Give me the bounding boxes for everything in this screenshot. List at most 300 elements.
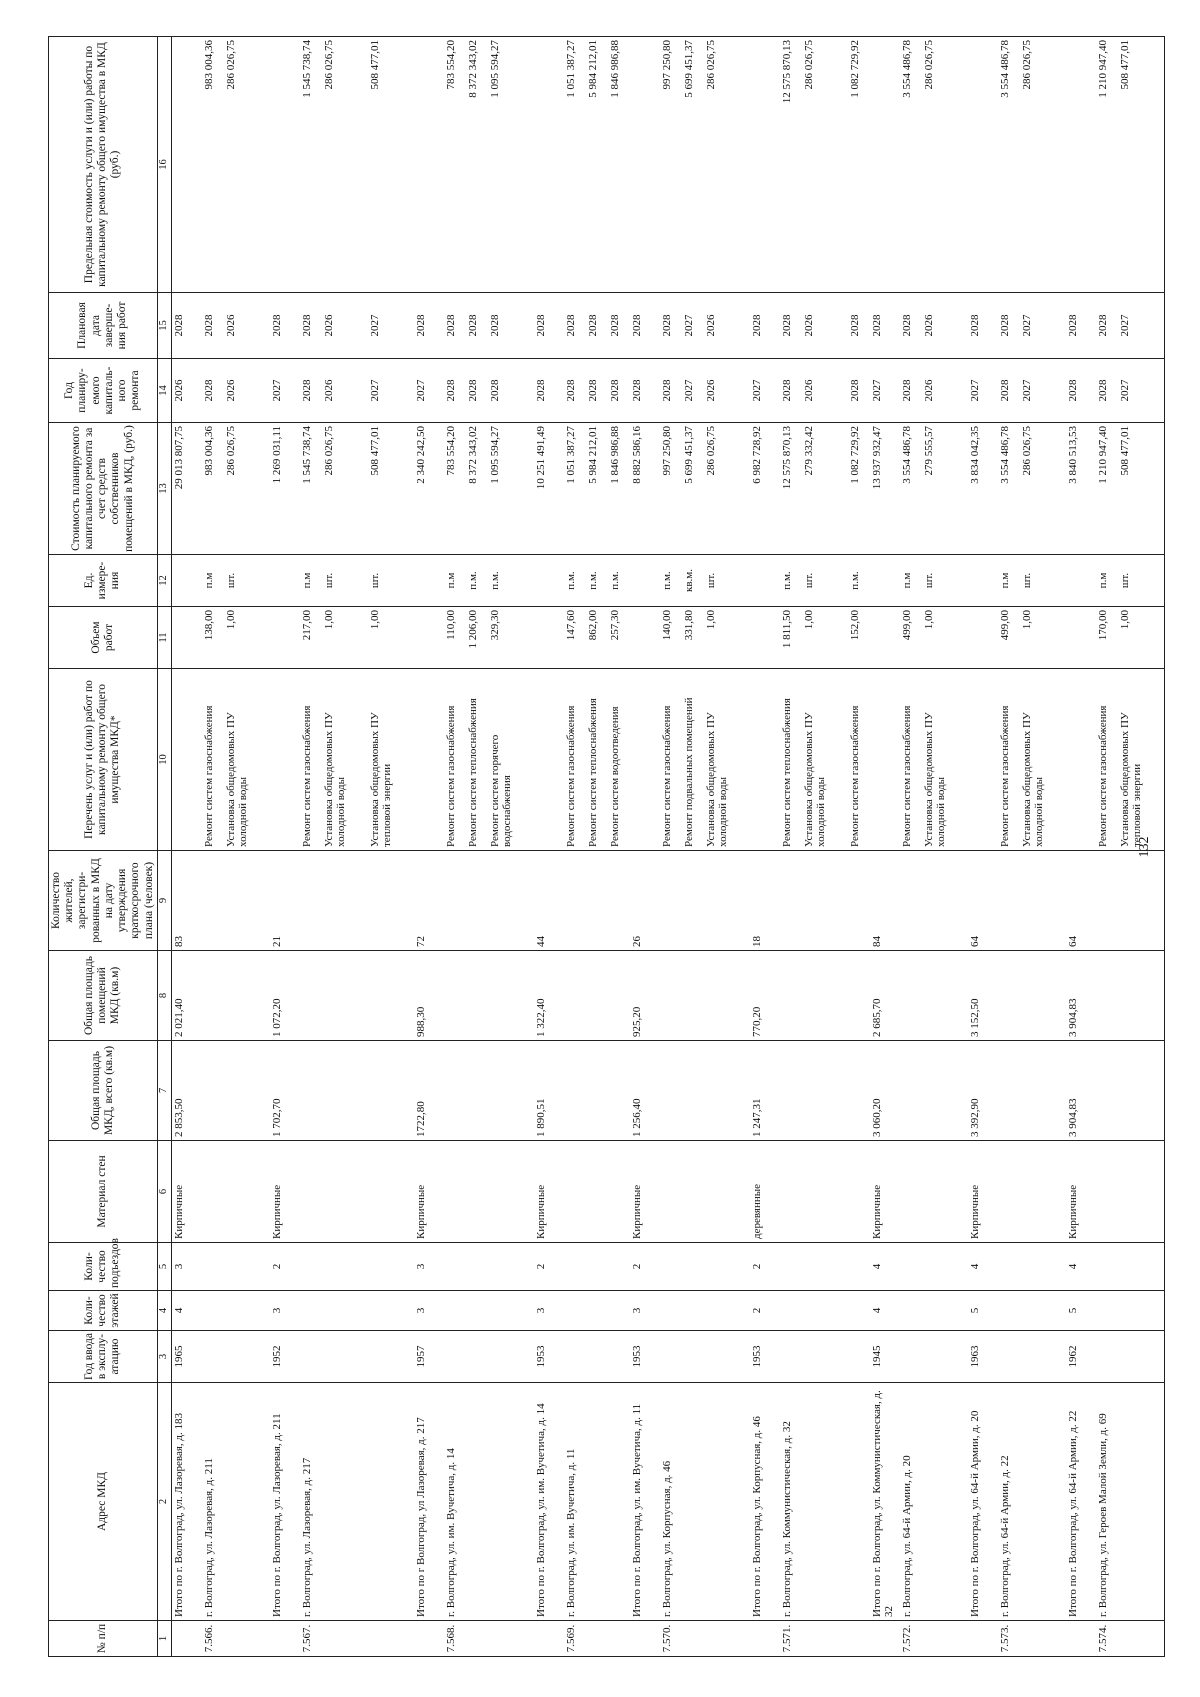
work-volume-cell [534,607,564,669]
work-type-cell [750,669,780,851]
address-cell: г. Волгоград, ул. им. Вучетича, д. 14 [444,1383,466,1621]
table-row [870,37,900,1657]
table-row [1020,37,1066,1657]
limit-cost-cell: 783 554,20 [444,37,466,293]
unit-cell: п.м [900,555,922,607]
residents-cell: 83 [171,851,202,951]
table-row [1096,37,1118,1657]
plan-year-cell: 2026 [704,359,750,423]
column-header: Перечень услуг и (или) работ по капитальному ремонту общего имущества МКД* [49,669,158,851]
work-volume-cell: 1 206,00 [466,607,488,669]
completion-year-cell: 2027 [1118,293,1165,359]
wall-material-cell [998,1141,1020,1243]
planned-cost-cell: 12 575 870,13 [780,423,802,555]
floors-cell [300,1291,322,1331]
limit-cost-cell: 1 095 594,27 [488,37,534,293]
column-number: 10 [157,669,171,851]
address-cell: Итого по г. Волгоград, ул. Лазоревая, д. 183 [171,1383,202,1621]
unit-cell: шт. [704,555,750,607]
address-cell [608,1383,630,1621]
planned-cost-cell: 997 250,80 [660,423,682,555]
plan-year-cell: 2028 [444,359,466,423]
row-number-cell [608,1621,630,1657]
premises-area-cell: 925,20 [630,951,660,1041]
wall-material-cell [1096,1141,1118,1243]
premises-area-cell [704,951,750,1041]
limit-cost-cell: 5 699 451,37 [682,37,704,293]
floors-cell [1020,1291,1066,1331]
address-cell: Итого по г. Волгоград, ул. им. Вучетича, д. 14 [534,1383,564,1621]
unit-cell: шт. [368,555,414,607]
premises-area-cell [300,951,322,1041]
plan-year-cell: 2028 [488,359,534,423]
floors-cell [488,1291,534,1331]
address-cell [368,1383,414,1621]
entrances-cell: 4 [870,1243,900,1291]
unit-cell [534,555,564,607]
limit-cost-cell: 286 026,75 [802,37,848,293]
work-type-cell: Ремонт систем газоснабжения [564,669,586,851]
total-area-cell [900,1041,922,1141]
limit-cost-cell [968,37,998,293]
premises-area-cell [564,951,586,1041]
address-cell: г. Волгоград, ул. им. Вучетича, д. 11 [564,1383,586,1621]
wall-material-cell [660,1141,682,1243]
row-number-cell [414,1621,444,1657]
year-built-cell: 1945 [870,1331,900,1383]
wall-material-cell: Кирпичные [630,1141,660,1243]
floors-cell: 4 [171,1291,202,1331]
row-number-cell: 7.567. [300,1621,322,1657]
column-header: Стоимость планируемого капитального ремонта за счет средств собственников помещений в МКД, (руб.) [49,423,158,555]
row-number-cell [586,1621,608,1657]
wall-material-cell [202,1141,224,1243]
premises-area-cell [1020,951,1066,1041]
premises-area-cell [802,951,848,1041]
work-volume-cell: 140,00 [660,607,682,669]
premises-area-cell [1096,951,1118,1041]
planned-cost-cell: 29 013 807,75 [171,423,202,555]
unit-cell [968,555,998,607]
planned-cost-cell: 5 699 451,37 [682,423,704,555]
completion-year-cell: 2028 [414,293,444,359]
premises-area-cell [322,951,368,1041]
limit-cost-cell: 3 554 486,78 [998,37,1020,293]
total-area-cell: 1 702,70 [270,1041,300,1141]
limit-cost-cell [534,37,564,293]
entrances-cell [224,1243,270,1291]
total-area-cell [488,1041,534,1141]
planned-cost-cell: 8 372 343,02 [466,423,488,555]
completion-year-cell: 2028 [202,293,224,359]
work-volume-cell: 1,00 [322,607,368,669]
column-header: Адрес МКД [49,1383,158,1621]
work-type-cell: Установка общедомовых ПУ холодной воды [802,669,848,851]
work-volume-cell: 1,00 [802,607,848,669]
plan-year-cell: 2028 [1066,359,1096,423]
floors-cell [224,1291,270,1331]
premises-area-cell: 2 021,40 [171,951,202,1041]
work-volume-cell [270,607,300,669]
address-cell [466,1383,488,1621]
completion-year-cell: 2028 [968,293,998,359]
row-number-cell [968,1621,998,1657]
column-number: 15 [157,293,171,359]
unit-cell [750,555,780,607]
entrances-cell [466,1243,488,1291]
work-volume-cell: 329,30 [488,607,534,669]
work-volume-cell: 499,00 [998,607,1020,669]
total-area-cell [224,1041,270,1141]
row-number-cell [270,1621,300,1657]
premises-area-cell [586,951,608,1041]
wall-material-cell [608,1141,630,1243]
wall-material-cell [1020,1141,1066,1243]
column-number: 1 [157,1621,171,1657]
work-volume-cell: 257,30 [608,607,630,669]
completion-year-cell: 2026 [224,293,270,359]
planned-cost-cell: 3 840 513,53 [1066,423,1096,555]
planned-cost-cell: 1 051 387,27 [564,423,586,555]
unit-cell [630,555,660,607]
work-volume-cell [630,607,660,669]
wall-material-cell: Кирпичные [968,1141,998,1243]
table-row [660,37,682,1657]
premises-area-cell: 1 072,20 [270,951,300,1041]
planned-cost-cell: 3 554 486,78 [998,423,1020,555]
total-area-cell: 3 904,83 [1066,1041,1096,1141]
work-type-cell: Ремонт систем газоснабжения [848,669,870,851]
limit-cost-cell [414,37,444,293]
total-area-cell [322,1041,368,1141]
floors-cell [900,1291,922,1331]
column-number: 9 [157,851,171,951]
plan-year-cell: 2027 [1118,359,1165,423]
entrances-cell [704,1243,750,1291]
work-volume-cell: 862,00 [586,607,608,669]
plan-year-cell: 2028 [300,359,322,423]
residents-cell: 72 [414,851,444,951]
planned-cost-cell: 1 082 729,92 [848,423,870,555]
work-type-cell: Ремонт систем газоснабжения [900,669,922,851]
column-header: Коли-чество этажей [49,1291,158,1331]
address-cell: Итого по г. Волгоград, ул. им. Вучетича, д. 11 [630,1383,660,1621]
wall-material-cell: деревянные [750,1141,780,1243]
limit-cost-cell [270,37,300,293]
premises-area-cell [202,951,224,1041]
total-area-cell [998,1041,1020,1141]
residents-cell: 18 [750,851,780,951]
wall-material-cell [848,1141,870,1243]
completion-year-cell: 2028 [608,293,630,359]
limit-cost-cell: 8 372 343,02 [466,37,488,293]
residents-cell [488,851,534,951]
planned-cost-cell: 1 846 986,88 [608,423,630,555]
wall-material-cell: Кирпичные [414,1141,444,1243]
column-header: Общая площадь помещений МКД (кв.м) [49,951,158,1041]
premises-area-cell [224,951,270,1041]
residents-cell [998,851,1020,951]
residents-cell [848,851,870,951]
entrances-cell [564,1243,586,1291]
entrances-cell [202,1243,224,1291]
table-row [368,37,414,1657]
planned-cost-cell: 13 937 932,47 [870,423,900,555]
floors-cell [608,1291,630,1331]
table-row [171,37,202,1657]
planned-cost-cell: 783 554,20 [444,423,466,555]
column-number: 5 [157,1243,171,1291]
completion-year-cell: 2028 [780,293,802,359]
address-cell: Итого по г Волгоград, ул Лазоревая, д. 217 [414,1383,444,1621]
table-row [998,37,1020,1657]
rotated-page [48,37,1176,1657]
planned-cost-cell: 8 882 586,16 [630,423,660,555]
premises-area-cell: 988,30 [414,951,444,1041]
row-number-cell [534,1621,564,1657]
plan-year-cell: 2027 [368,359,414,423]
year-built-cell [586,1331,608,1383]
work-volume-cell [870,607,900,669]
work-type-cell: Ремонт систем газоснабжения [1096,669,1118,851]
planned-cost-cell: 286 026,75 [1020,423,1066,555]
plan-year-cell: 2028 [998,359,1020,423]
floors-cell: 3 [630,1291,660,1331]
completion-year-cell: 2028 [534,293,564,359]
address-cell [586,1383,608,1621]
floors-cell [998,1291,1020,1331]
address-cell: г. Волгоград, ул. Лазоревая, д. 217 [300,1383,322,1621]
premises-area-cell [608,951,630,1041]
address-cell: Итого по г. Волгоград, ул. Лазоревая, д. 211 [270,1383,300,1621]
plan-year-cell: 2028 [564,359,586,423]
wall-material-cell [488,1141,534,1243]
plan-year-cell: 2028 [848,359,870,423]
plan-year-cell: 2028 [534,359,564,423]
total-area-cell: 2 853,50 [171,1041,202,1141]
completion-year-cell: 2028 [660,293,682,359]
completion-year-cell: 2028 [630,293,660,359]
completion-year-cell: 2028 [848,293,870,359]
year-built-cell [802,1331,848,1383]
address-cell [488,1383,534,1621]
limit-cost-cell: 508 477,01 [368,37,414,293]
table-row [922,37,968,1657]
premises-area-cell [848,951,870,1041]
unit-cell: шт. [322,555,368,607]
floors-cell [802,1291,848,1331]
column-number: 16 [157,37,171,293]
entrances-cell: 2 [534,1243,564,1291]
plan-year-cell: 2028 [586,359,608,423]
premises-area-cell: 3 152,50 [968,951,998,1041]
work-volume-cell [968,607,998,669]
year-built-cell [682,1331,704,1383]
column-header: Количество жителей, зарегистри-рованных в МКД на дату утверждения краткосрочного плана (человек) [49,851,158,951]
premises-area-cell [488,951,534,1041]
repair-plan-table [48,36,1165,1657]
year-built-cell [848,1331,870,1383]
entrances-cell [322,1243,368,1291]
table-row [848,37,870,1657]
work-volume-cell [1066,607,1096,669]
column-header: Материал стен [49,1141,158,1243]
entrances-cell [780,1243,802,1291]
year-built-cell [300,1331,322,1383]
entrances-cell [586,1243,608,1291]
wall-material-cell [780,1141,802,1243]
limit-cost-cell: 1 545 738,74 [300,37,322,293]
row-number-cell [682,1621,704,1657]
planned-cost-cell: 286 026,75 [224,423,270,555]
column-header: Предельная стоимость услуги и (или) работы по капитальному ремонту общего имущества в МКД (руб.) [49,37,158,293]
planned-cost-cell: 3 834 042,35 [968,423,998,555]
residents-cell: 21 [270,851,300,951]
wall-material-cell [802,1141,848,1243]
entrances-cell: 3 [171,1243,202,1291]
column-number: 11 [157,607,171,669]
column-header: Объем работ [49,607,158,669]
work-type-cell: Ремонт систем теплоснабжения [466,669,488,851]
entrances-cell [660,1243,682,1291]
completion-year-cell: 2028 [870,293,900,359]
residents-cell [802,851,848,951]
wall-material-cell: Кирпичные [171,1141,202,1243]
wall-material-cell [900,1141,922,1243]
table-row [704,37,750,1657]
column-header: Плановая дата заверше-ния работ [49,293,158,359]
floors-cell: 5 [968,1291,998,1331]
year-built-cell [922,1331,968,1383]
work-volume-cell: 1,00 [922,607,968,669]
limit-cost-cell: 286 026,75 [922,37,968,293]
plan-year-cell: 2028 [630,359,660,423]
total-area-cell: 1 256,40 [630,1041,660,1141]
row-number-cell [488,1621,534,1657]
unit-cell: п.м [300,555,322,607]
table-row [682,37,704,1657]
column-number: 2 [157,1383,171,1621]
completion-year-cell: 2028 [998,293,1020,359]
completion-year-cell: 2028 [466,293,488,359]
wall-material-cell: Кирпичные [1066,1141,1096,1243]
row-number-cell: 7.572. [900,1621,922,1657]
floors-cell [660,1291,682,1331]
unit-cell: шт. [802,555,848,607]
total-area-cell [704,1041,750,1141]
table-row [322,37,368,1657]
work-type-cell [171,669,202,851]
year-built-cell [1096,1331,1118,1383]
plan-year-cell: 2027 [270,359,300,423]
address-cell: г. Волгоград, ул. 64-й Армии, д. 20 [900,1383,922,1621]
unit-cell: п.м. [780,555,802,607]
work-volume-cell: 499,00 [900,607,922,669]
premises-area-cell [998,951,1020,1041]
table-row [488,37,534,1657]
floors-cell [444,1291,466,1331]
limit-cost-cell: 983 004,36 [202,37,224,293]
entrances-cell [848,1243,870,1291]
table-row [414,37,444,1657]
planned-cost-cell: 279 555,57 [922,423,968,555]
entrances-cell: 4 [968,1243,998,1291]
floors-cell: 4 [870,1291,900,1331]
entrances-cell [300,1243,322,1291]
row-number-cell: 7.573. [998,1621,1020,1657]
total-area-cell [300,1041,322,1141]
work-type-cell: Установка общедомовых ПУ холодной воды [1020,669,1066,851]
header-row [49,37,158,1657]
work-type-cell: Ремонт систем газоснабжения [300,669,322,851]
plan-year-cell: 2027 [682,359,704,423]
table-row [630,37,660,1657]
table-row [534,37,564,1657]
unit-cell [1066,555,1096,607]
residents-cell: 84 [870,851,900,951]
total-area-cell [1096,1041,1118,1141]
premises-area-cell [444,951,466,1041]
address-cell: г. Волгоград, ул. Лазоревая, д. 211 [202,1383,224,1621]
row-number-cell: 7.569. [564,1621,586,1657]
planned-cost-cell: 1 095 594,27 [488,423,534,555]
wall-material-cell [368,1141,414,1243]
plan-year-cell: 2027 [870,359,900,423]
work-volume-cell: 110,00 [444,607,466,669]
plan-year-cell: 2028 [900,359,922,423]
entrances-cell: 3 [414,1243,444,1291]
work-type-cell: Ремонт подвальных помещений [682,669,704,851]
limit-cost-cell: 12 575 870,13 [780,37,802,293]
year-built-cell: 1957 [414,1331,444,1383]
wall-material-cell: Кирпичные [870,1141,900,1243]
wall-material-cell [466,1141,488,1243]
work-volume-cell: 1,00 [1020,607,1066,669]
wall-material-cell [682,1141,704,1243]
floors-cell [322,1291,368,1331]
entrances-cell [368,1243,414,1291]
year-built-cell: 1963 [968,1331,998,1383]
column-number: 12 [157,555,171,607]
planned-cost-cell: 10 251 491,49 [534,423,564,555]
work-type-cell: Установка общедомовых ПУ тепловой энергии [1118,669,1165,851]
completion-year-cell: 2028 [1066,293,1096,359]
premises-area-cell: 3 904,83 [1066,951,1096,1041]
row-number-cell: 7.566. [202,1621,224,1657]
work-volume-cell [414,607,444,669]
work-type-cell: Установка общедомовых ПУ холодной воды [704,669,750,851]
wall-material-cell [300,1141,322,1243]
work-volume-cell [171,607,202,669]
limit-cost-cell: 5 984 212,01 [586,37,608,293]
limit-cost-cell [1066,37,1096,293]
address-cell [1020,1383,1066,1621]
row-number-cell [848,1621,870,1657]
table-row [750,37,780,1657]
address-cell [704,1383,750,1621]
completion-year-cell: 2028 [488,293,534,359]
address-cell: г. Волгоград, ул. Коммунистическая, д. 32 [780,1383,802,1621]
residents-cell [608,851,630,951]
entrances-cell [802,1243,848,1291]
year-built-cell [608,1331,630,1383]
completion-year-cell: 2027 [682,293,704,359]
work-type-cell: Установка общедомовых ПУ холодной воды [322,669,368,851]
table-row [900,37,922,1657]
column-number: 4 [157,1291,171,1331]
address-cell: г. Волгоград, ул. Корпусная, д. 46 [660,1383,682,1621]
unit-cell [270,555,300,607]
